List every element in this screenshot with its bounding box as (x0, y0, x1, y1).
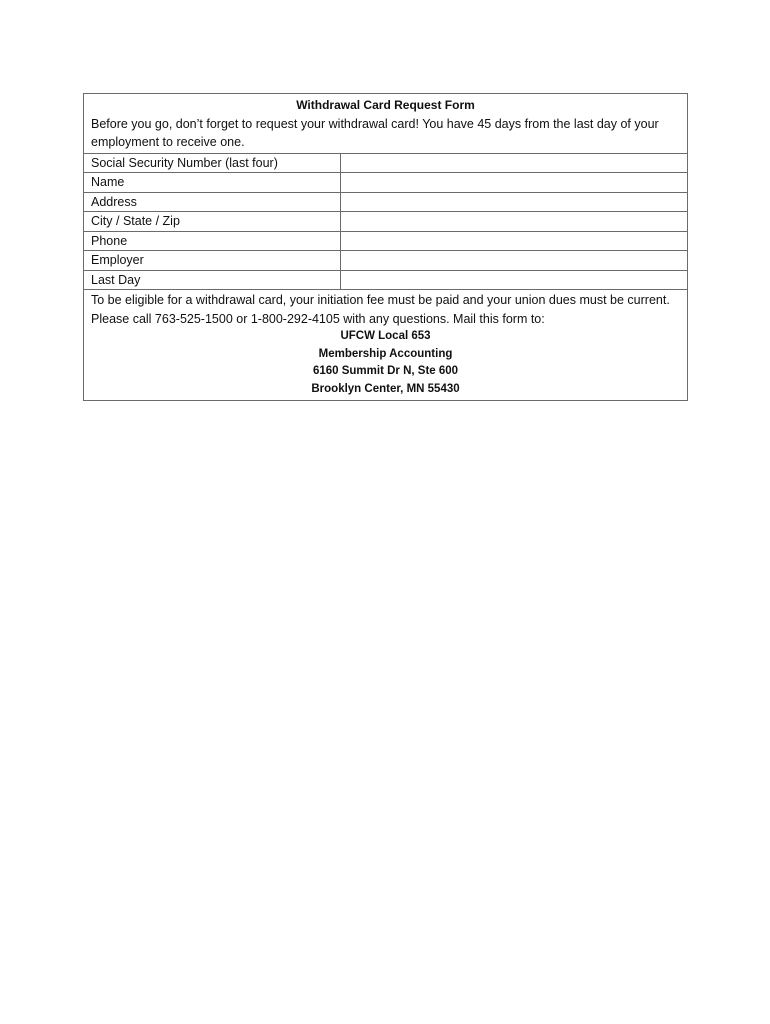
form-footer (84, 290, 688, 401)
field-label-city-state-zip: City / State / Zip (84, 212, 341, 232)
mailing-address-line-4: Brooklyn Center, MN 55430 (311, 382, 460, 395)
field-label-phone: Phone (84, 231, 341, 251)
form-header-row (84, 94, 688, 154)
field-row-last-day (84, 270, 688, 290)
field-value-city-state-zip[interactable] (341, 212, 688, 232)
field-label-address: Address (84, 192, 341, 212)
mailing-address-line-1: UFCW Local 653 (340, 330, 431, 342)
field-row-employer (84, 251, 688, 271)
mailing-address-line-2: Membership Accounting (318, 347, 453, 360)
field-label-employer: Employer (84, 251, 341, 271)
field-row-phone (84, 231, 688, 251)
field-value-employer[interactable] (341, 251, 688, 271)
field-label-ssn: Social Security Number (last four) (84, 153, 341, 173)
field-label-last-day: Last Day (84, 270, 341, 290)
field-value-ssn[interactable] (341, 153, 688, 173)
form-title: Withdrawal Card Request Form (296, 98, 475, 112)
field-label-name: Name (84, 173, 341, 193)
mailing-address-line-3: 6160 Summit Dr N, Ste 600 (312, 365, 459, 377)
field-row-city-state-zip (84, 212, 688, 232)
field-value-phone[interactable] (341, 231, 688, 251)
field-value-last-day[interactable] (341, 270, 688, 290)
withdrawal-card-request-form (83, 93, 688, 401)
form-header (84, 94, 688, 154)
field-value-name[interactable] (341, 173, 688, 193)
eligibility-text: To be eligible for a withdrawal card, your initiation fee must be paid and your union dues must be current. Please call 763-525-1500 or 1-800-292-4105 with any questions. Mail this form to: (91, 293, 670, 326)
form-intro-text: Before you go, don’t forget to request your withdrawal card! You have 45 days from the last day of your employment to receive one. (91, 116, 659, 149)
form-footer-row (84, 290, 688, 401)
field-row-address (84, 192, 688, 212)
field-row-ssn (84, 153, 688, 173)
field-value-address[interactable] (341, 192, 688, 212)
field-row-name (84, 173, 688, 193)
